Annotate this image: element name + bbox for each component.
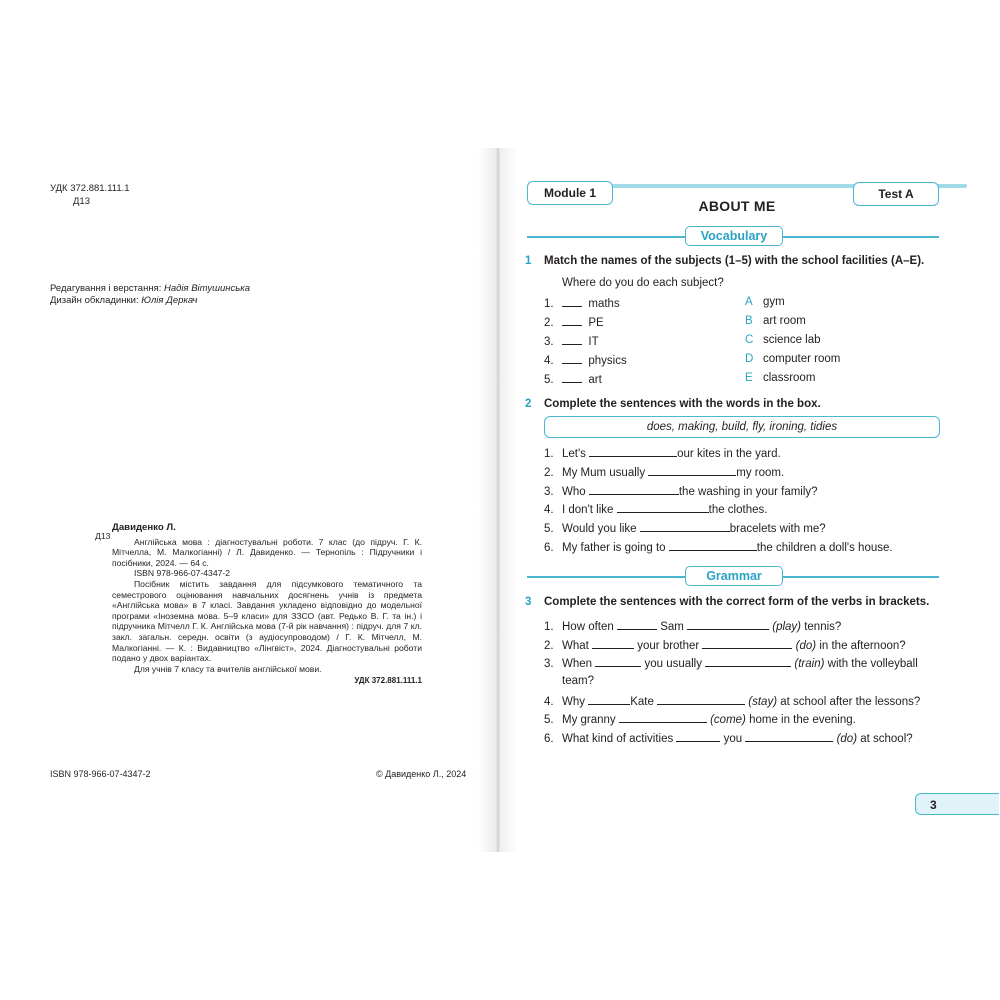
- page-number: 3: [915, 793, 999, 815]
- facility-item: A gym: [745, 296, 785, 308]
- subject-item: 4. physics: [544, 352, 627, 368]
- cover-designer-name: Юлія Деркач: [141, 295, 198, 306]
- cover-credit: Дизайн обкладинки: Юлія Деркач: [50, 295, 198, 306]
- verb-item: 1. How often Sam (play) tennis?: [544, 618, 841, 634]
- catalog-card: [112, 523, 422, 687]
- answer-blank[interactable]: [562, 352, 582, 364]
- answer-blank[interactable]: [589, 445, 677, 457]
- word-box: does, making, build, fly, ironing, tidies: [544, 416, 940, 438]
- exercise-1-question: Where do you do each subject?: [562, 277, 724, 289]
- exercise-3-number: 3: [525, 596, 532, 608]
- answer-blank[interactable]: [745, 730, 833, 742]
- vocabulary-heading: Vocabulary: [685, 226, 783, 246]
- answer-blank[interactable]: [702, 637, 792, 649]
- answer-blank[interactable]: [589, 483, 679, 495]
- book-spread: [0, 148, 1000, 852]
- catalog-description: Англійська мова : діагностувальні роботи. 7 клас (до підруч. Г. К. Мітчелла, М. Малкогіанні) / Л. Давиденко. — Тернопіль : Підручники і посібники, 2024. — 64 с.: [112, 536, 422, 568]
- answer-blank[interactable]: [648, 464, 736, 476]
- verb-item: 3. When you usually (train) with the volleyball: [544, 655, 918, 671]
- sentence-item: 1. Let's our kites in the yard.: [544, 445, 781, 461]
- sentence-item: 2. My Mum usually my room.: [544, 464, 784, 480]
- catalog-audience: Для учнів 7 класу та вчителів англійської мови.: [134, 663, 322, 674]
- catalog-udk: УДК 372.881.111.1: [354, 676, 422, 686]
- answer-blank[interactable]: [687, 618, 769, 630]
- answer-blank[interactable]: [595, 655, 641, 667]
- author-mark: Д13: [73, 196, 91, 207]
- answer-blank[interactable]: [588, 693, 630, 705]
- verb-item-continuation: team?: [562, 675, 594, 687]
- sentence-item: 5. Would you like bracelets with me?: [544, 520, 826, 536]
- udk-code: УДК 372.881.111.1: [50, 183, 130, 194]
- test-tab: Test A: [853, 182, 939, 206]
- footer-isbn: ISBN 978-966-07-4347-2: [50, 769, 151, 779]
- answer-blank[interactable]: [669, 539, 757, 551]
- catalog-abstract: Посібник містить завдання для підсумкового тематичного та семестрового оцінювання навчальних досягнень учнів із предмета «Англійська мова» в 7 класі. Завдання укладено відповідно до модельної програми «Іноземна мова. 5–9 класи» для ЗЗСО (авт. Редько В. Г. та ін.) і підручника Мітчелл Г. К. Англійська мова (7-й рік навчання) : підруч. для 7 кл. закл. загальн. середн. освіти (з аудіосупроводом) / Г. К. Мітчелл, М. Малкогіанні. — К. : Видавництво «Лінгвіст», 2024. Діагностувальні роботи подано у двох варіантах.: [112, 578, 422, 664]
- answer-blank[interactable]: [562, 314, 582, 326]
- exercise-2-instruction: Complete the sentences with the words in the box.: [544, 398, 821, 410]
- answer-blank[interactable]: [657, 693, 745, 705]
- answer-blank[interactable]: [640, 520, 730, 532]
- editing-credit: Редагування і верстання: Надія Вітушинська: [50, 283, 251, 294]
- grammar-heading: Grammar: [685, 566, 783, 586]
- page-title: ABOUT ME: [698, 198, 776, 214]
- right-page: [497, 148, 1000, 852]
- subject-item: 1. maths: [544, 295, 620, 311]
- subject-item: 3. IT: [544, 333, 599, 349]
- left-page: [0, 148, 497, 852]
- answer-blank[interactable]: [619, 711, 707, 723]
- catalog-isbn: ISBN 978-966-07-4347-2: [134, 568, 231, 579]
- answer-blank[interactable]: [676, 730, 720, 742]
- answer-blank[interactable]: [562, 295, 582, 307]
- exercise-1-instruction: Match the names of the subjects (1–5) with the school facilities (A–E).: [544, 255, 925, 267]
- facility-item: B art room: [745, 315, 806, 327]
- catalog-code: Д13: [95, 531, 111, 541]
- module-tab: Module 1: [527, 181, 613, 205]
- exercise-3-instruction: Complete the sentences with the correct form of the verbs in brackets.: [544, 596, 930, 608]
- subject-item: 5. art: [544, 371, 602, 387]
- copyright: © Давиденко Л., 2024: [376, 769, 467, 779]
- sentence-item: 4. I don't like the clothes.: [544, 501, 767, 517]
- catalog-author: Давиденко Л.: [112, 522, 176, 533]
- editor-name: Надія Вітушинська: [164, 283, 251, 294]
- sentence-item: 6. My father is going to the children a doll's house.: [544, 539, 893, 555]
- answer-blank[interactable]: [617, 618, 657, 630]
- answer-blank[interactable]: [705, 655, 791, 667]
- answer-blank[interactable]: [562, 333, 582, 345]
- answer-blank[interactable]: [592, 637, 634, 649]
- facility-item: D computer room: [745, 353, 841, 365]
- verb-item: 6. What kind of activities you (do) at school?: [544, 730, 913, 746]
- sentence-item: 3. Who the washing in your family?: [544, 483, 818, 499]
- exercise-2-number: 2: [525, 398, 532, 410]
- answer-blank[interactable]: [562, 371, 582, 383]
- exercise-1-number: 1: [525, 255, 532, 267]
- facility-item: E classroom: [745, 372, 816, 384]
- verb-item: 2. What your brother (do) in the afternoon?: [544, 637, 906, 653]
- facility-item: C science lab: [745, 334, 821, 346]
- subject-item: 2. PE: [544, 314, 604, 330]
- verb-item: 4. Why Kate (stay) at school after the lessons?: [544, 693, 920, 709]
- verb-item: 5. My granny (come) home in the evening.: [544, 711, 856, 727]
- answer-blank[interactable]: [617, 501, 709, 513]
